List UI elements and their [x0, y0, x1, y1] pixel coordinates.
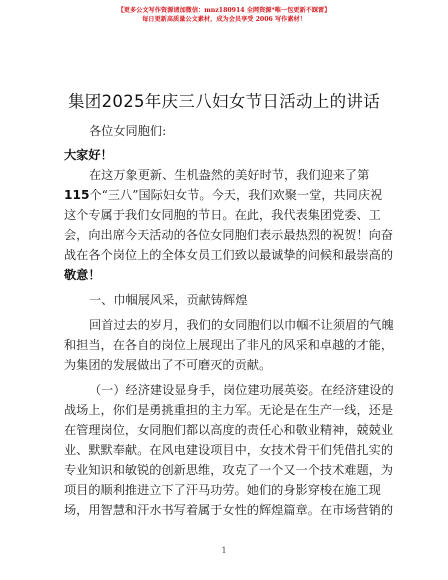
document-title: 集团2025年庆三八妇女节日活动上的讲话 [68, 92, 380, 111]
salutation: 各位女同胞们: [89, 124, 167, 138]
intro-line: 会，向出席今天活动的各位女同胞们表示最热烈的祝贺！向奋 [64, 228, 394, 242]
section-line: 为集团的发展做出了不可磨灭的贡献。 [64, 358, 272, 372]
banner-line-2: 每日更新高质量公文素材，成为会员享受 2006 写作素材！ [142, 16, 306, 23]
intro-line: 115个“三八”国际妇女节。今天，我们欢聚一堂，共同庆祝 [64, 188, 383, 202]
section-line: 和担当，在各自的岗位上展现出了非凡的风采和卓越的才能， [64, 338, 394, 352]
section-line: 回首过去的岁月，我们的女同胞们以巾帼不让须眉的气魄 [89, 318, 394, 332]
page-number: 1 [221, 546, 227, 555]
header-banner [0, 6, 448, 24]
intro-line: 战在各个岗位上的全体女员工们致以最诚挚的问候和最崇高的 [64, 248, 394, 262]
banner-line-1: 【更多公文写作资源请加微信：mnz180914 全网资源*唯一包更新不踩雷】 [117, 7, 331, 14]
intro-line: 这个专属于我们女同胞的节日。在此，我代表集团党委、工 [64, 208, 381, 222]
subsection-line: 场，用智慧和汗水书写着属于女性的辉煌篇章。在市场营销的 [64, 503, 394, 517]
greeting: 大家好！ [64, 148, 113, 162]
subsection-line: 业、默默奉献。在风电建设项目中，女技术骨干们凭借扎实的 [64, 443, 394, 457]
subsection-line: 战场上，你们是勇挑重担的主力军。无论是在生产一线，还是 [64, 403, 394, 417]
subsection-line: （一）经济建设显身手，岗位建功展英姿。在经济建设的 [89, 383, 394, 397]
subsection-line: 项目的顺利推进立下了汗马功劳。她们的身影穿梭在施工现 [64, 483, 381, 497]
intro-line: 在这万象更新、生机盎然的美好时节，我们迎来了第 [89, 168, 370, 182]
subsection-line: 在管理岗位，女同胞们都以高度的责任心和敬业精神，兢兢业 [64, 423, 394, 437]
intro-line-text: 个“三八”国际妇女节。今天，我们欢聚一堂，共同庆祝 [89, 188, 383, 202]
intro-line: 敬意！ [64, 268, 101, 282]
subsection-line: 专业知识和敏锐的创新思维，攻克了一个又一个技术难题，为 [64, 463, 394, 477]
section-heading: 一、巾帼展风采，贡献铸辉煌 [89, 293, 248, 307]
